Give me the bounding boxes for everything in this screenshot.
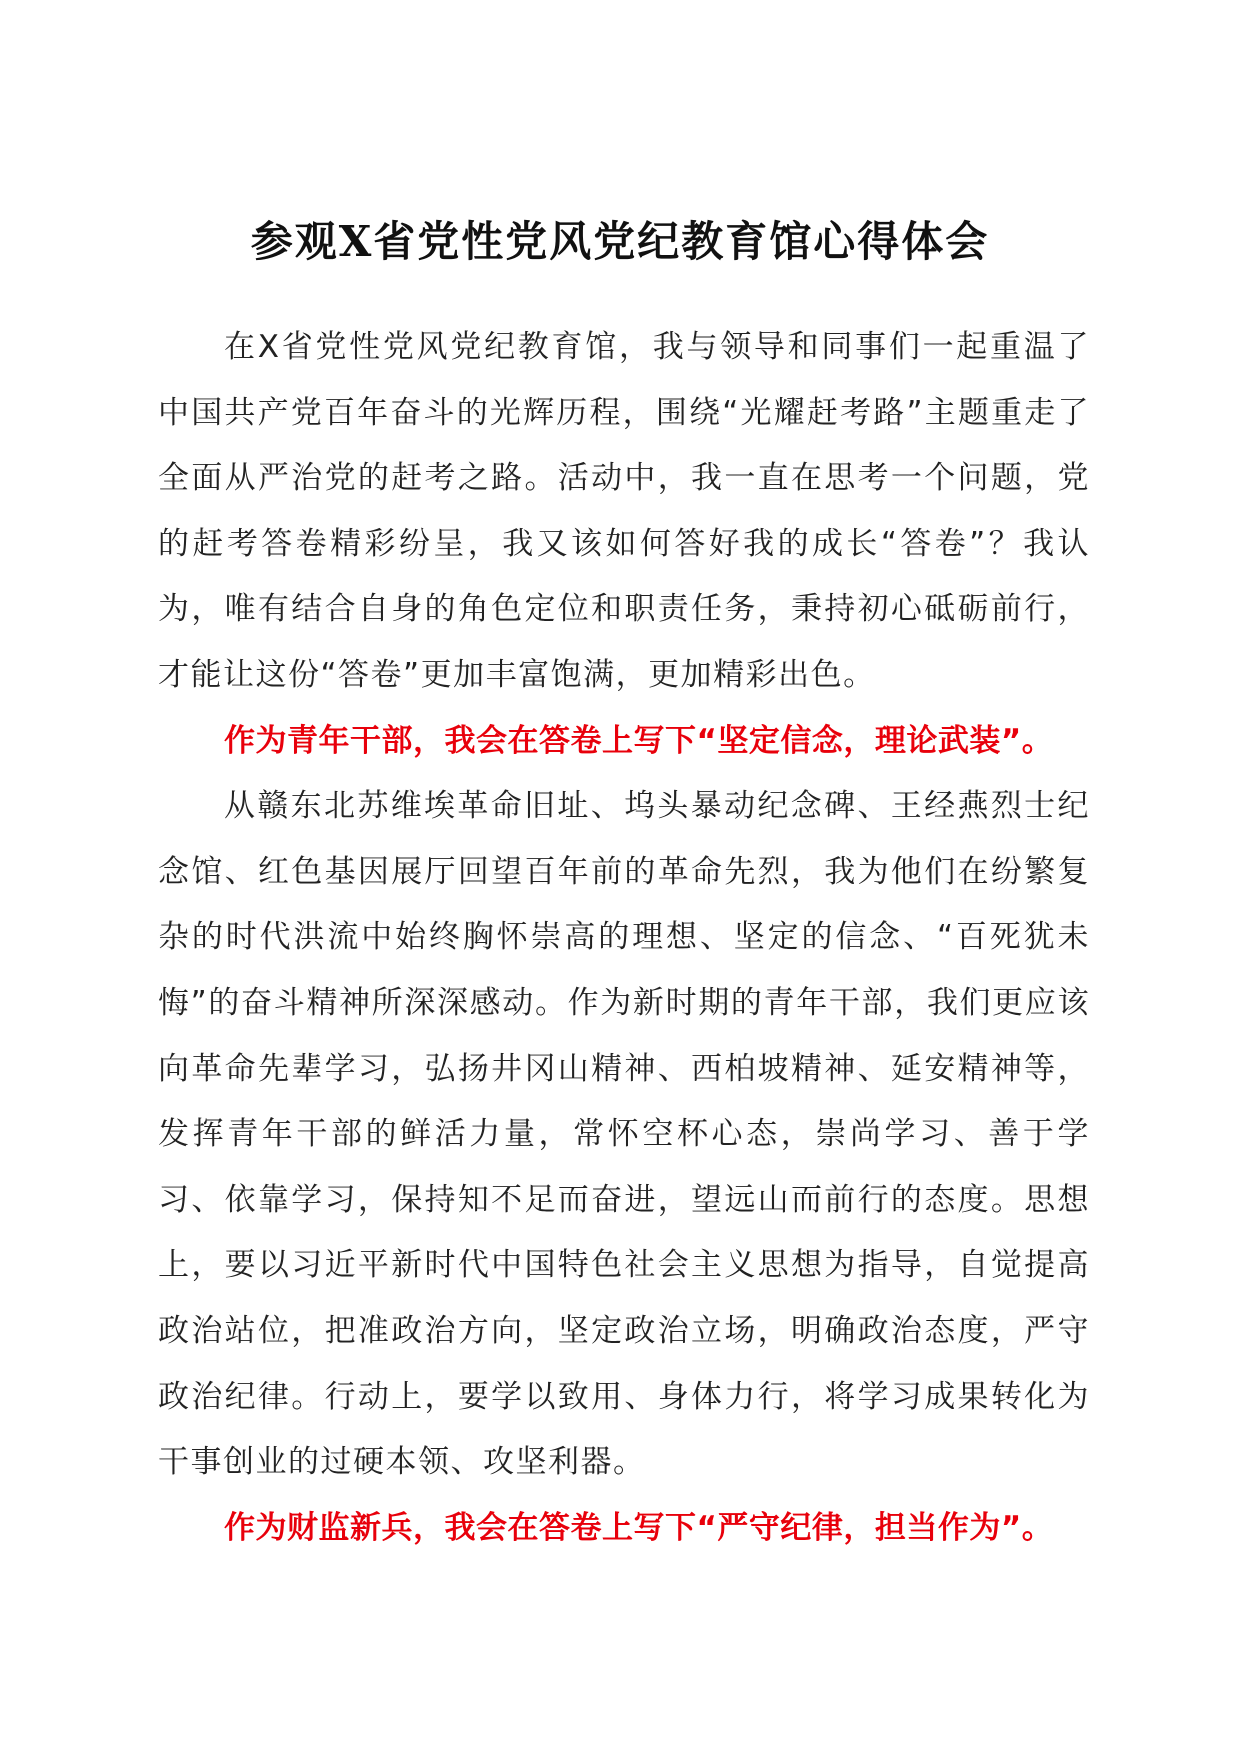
document-body xyxy=(158,315,1090,1561)
document-title: 参观X省党性党风党纪教育馆心得体会 xyxy=(250,217,990,266)
section-heading-finance-supervision: 作为财监新兵，我会在答卷上写下“严守纪律，担当作为”。 xyxy=(224,1509,1054,1546)
paragraph-revolutionary-spirit: 从赣东北苏维埃革命旧址、坞头暴动纪念碑、王经燕烈士纪念馆、红色基因展厅回望百年前的革命先烈，我为他们在纷繁复杂的时代洪流中始终胸怀崇高的理想、坚定的信念、“百死犹未悔”的奋斗精神所深深感动。作为新时期的青年干部，我们更应该向革命先辈学习，弘扬井冈山精神、西柏坡精神、延安精神等，发挥青年干部的鲜活力量，常怀空杯心态，崇尚学习、善于学习、依靠学习，保持知不足而奋进，望远山而前行的态度。思想上，要以习近平新时代中国特色社会主义思想为指导，自觉提高政治站位，把准政治方向，坚定政治立场，明确政治态度，严守政治纪律。行动上，要学以致用、身体力行，将学习成果转化为干事创业的过硬本领、攻坚利器。 xyxy=(158,788,1090,1481)
paragraph-intro: 在X省党性党风党纪教育馆，我与领导和同事们一起重温了中国共产党百年奋斗的光辉历程，围绕“光耀赶考路”主题重走了全面从严治党的赶考之路。活动中，我一直在思考一个问题，党的赶考答卷精彩纷呈，我又该如何答好我的成长“答卷”？我认为，唯有结合自身的角色定位和职责任务，秉持初心砥砺前行，才能让这份“答卷”更加丰富饱满，更加精彩出色。 xyxy=(158,329,1090,693)
section-heading-youth-cadre: 作为青年干部，我会在答卷上写下“坚定信念，理论武装”。 xyxy=(224,722,1054,759)
